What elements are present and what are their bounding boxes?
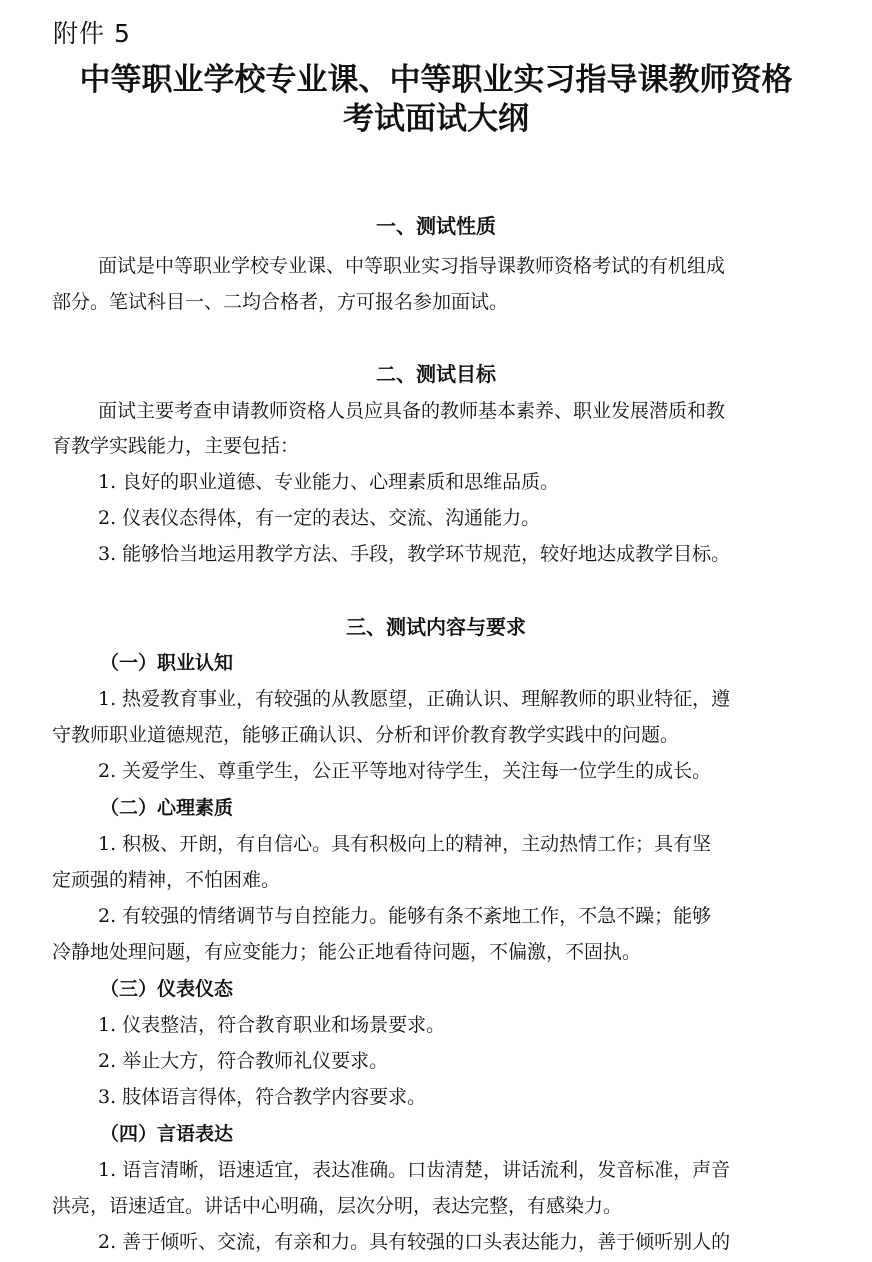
list-item: 1. 仪表整洁，符合教育职业和场景要求。 — [98, 1014, 446, 1036]
subsection-title-career: （一）职业认知 — [100, 652, 234, 674]
list-item: 1. 良好的职业道德、专业能力、心理素质和思维品质。 — [98, 471, 560, 493]
document-title-line-1: 中等职业学校专业课、中等职业实习指导课教师资格 — [79, 62, 793, 98]
paragraph-line: 1. 积极、开朗，有自信心。具有积极向上的精神，主动热情工作；具有坚 — [98, 833, 712, 855]
section-heading-content: 三、测试内容与要求 — [346, 615, 526, 639]
document-title-line-2: 考试面试大纲 — [343, 101, 529, 137]
paragraph-line: 1. 热爱教育事业，有较强的从教愿望，正确认识、理解教师的职业特征，遵 — [98, 688, 731, 710]
paragraph-line: 育教学实践能力，主要包括： — [52, 435, 300, 457]
paragraph-line: 面试是中等职业学校专业课、中等职业实习指导课教师资格考试的有机组成 — [98, 255, 726, 277]
paragraph-line: 1. 语言清晰，语速适宜，表达准确。口齿清楚，讲话流利，发音标准，声音 — [98, 1159, 731, 1181]
paragraph-line: 守教师职业道德规范，能够正确认识、分析和评价教育教学实践中的问题。 — [52, 724, 680, 746]
paragraph-line: 2. 善于倾听、交流，有亲和力。具有较强的口头表达能力，善于倾听别人的 — [98, 1231, 731, 1253]
paragraph-line: 2. 关爱学生、尊重学生，公正平等地对待学生，关注每一位学生的成长。 — [98, 760, 712, 782]
subsection-title-appearance: （三）仪表仪态 — [100, 978, 234, 1000]
list-item: 2. 仪表仪态得体，有一定的表达、交流、沟通能力。 — [98, 507, 541, 529]
paragraph-line: 2. 有较强的情绪调节与自控能力。能够有条不紊地工作，不急不躁；能够 — [98, 905, 712, 927]
paragraph-line: 定顽强的精神，不怕困难。 — [52, 869, 281, 891]
paragraph-line: 部分。笔试科目一、二均合格者，方可报名参加面试。 — [52, 291, 509, 313]
list-item: 3. 能够恰当地运用教学方法、手段，教学环节规范，较好地达成教学目标。 — [98, 543, 731, 565]
section-heading-nature: 一、测试性质 — [376, 214, 496, 238]
paragraph-line: 洪亮，语速适宜。讲话中心明确，层次分明，表达完整，有感染力。 — [52, 1195, 623, 1217]
subsection-title-psychology: （二）心理素质 — [100, 797, 234, 819]
paragraph-line: 冷静地处理问题，有应变能力；能公正地看待问题，不偏激，不固执。 — [52, 941, 642, 963]
section-heading-goals: 二、测试目标 — [376, 362, 496, 386]
subsection-title-speech: （四）言语表达 — [100, 1123, 234, 1145]
list-item: 3. 肢体语言得体，符合教学内容要求。 — [98, 1086, 427, 1108]
paragraph-line: 面试主要考查申请教师资格人员应具备的教师基本素养、职业发展潜质和教 — [98, 400, 726, 422]
attachment-label: 附件 5 — [53, 19, 131, 48]
list-item: 2. 举止大方，符合教师礼仪要求。 — [98, 1050, 389, 1072]
